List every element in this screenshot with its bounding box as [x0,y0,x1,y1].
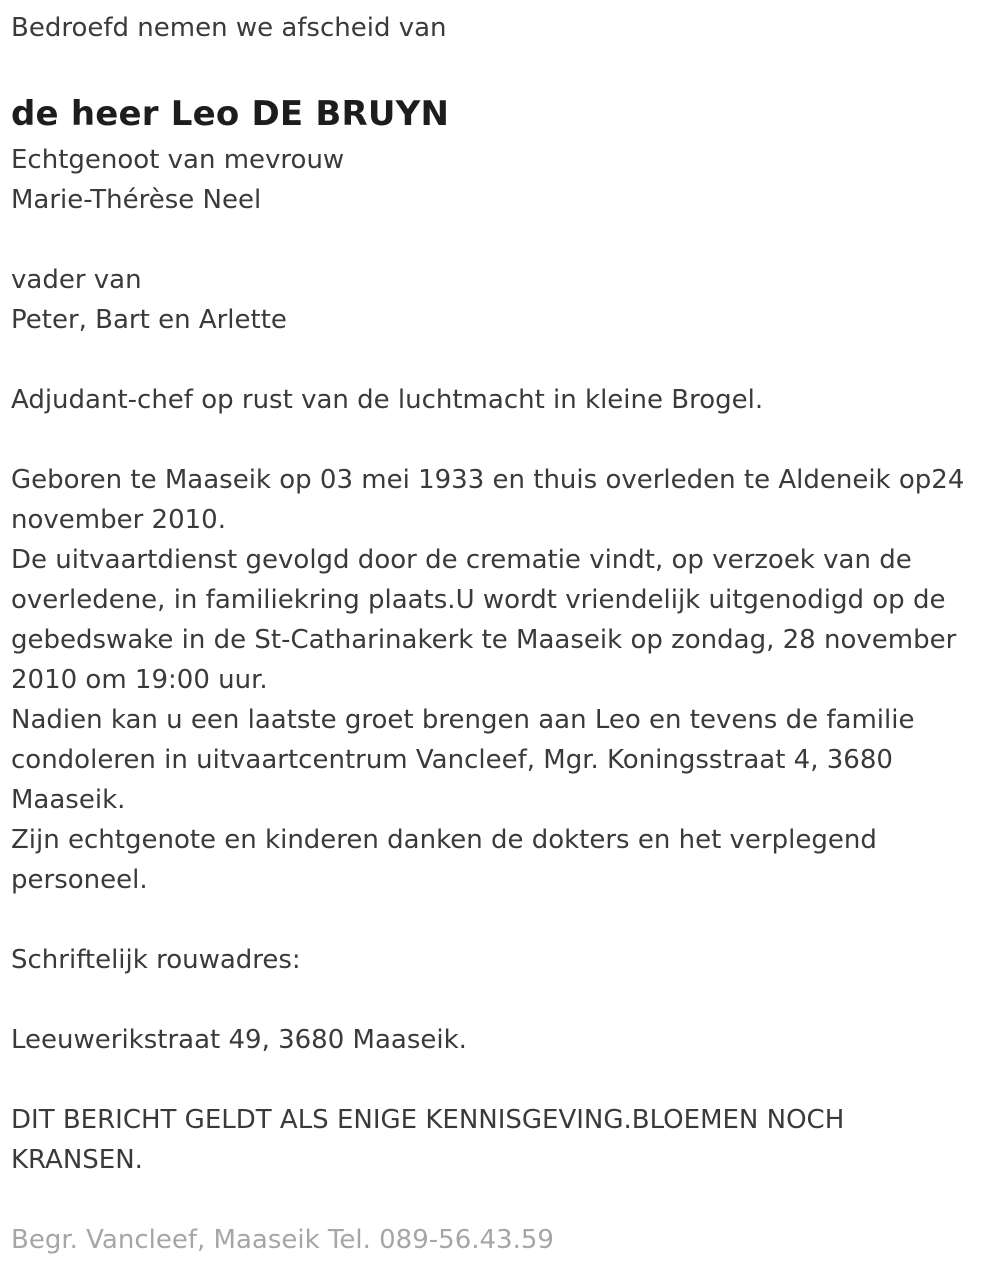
profession-line: Adjudant-chef op rust van de luchtmacht in kleine Brogel. [11,385,764,415]
spouse-intro-line: Echtgenoot van mevrouw [11,145,345,175]
intro-line: Bedroefd nemen we afscheid van [11,13,447,43]
deceased-name: de heer Leo DE BRUYN [11,94,450,134]
thanks-sentence: Zijn echtgenote en kinderen danken de dokters en het verplegend personeel. [11,825,877,895]
birth-death-sentence: Geboren te Maaseik op 03 mei 1933 en thuis overleden te Aldeneik op24 november 2010. [11,465,965,535]
correspondence-address: Leeuwerikstraat 49, 3680 Maaseik. [11,1025,467,1055]
correspondence-label: Schriftelijk rouwadres: [11,945,301,975]
spouse-name-line: Marie-Thérèse Neel [11,185,262,215]
condolence-sentence: Nadien kan u een laatste groet brengen aan Leo en tevens de familie condoleren in uitvaartcentrum Vancleef, Mgr. Koningsstraat 4, 3680 Maaseik. [11,705,915,815]
service-sentence: De uitvaartdienst gevolgd door de crematie vindt, op verzoek van de overledene, in familiekring plaats.U wordt vriendelijk uitgenodigd op de gebedswake in de St-Catharinakerk te Maaseik op zondag, 28 november 2010 om 19:00 uur. [11,545,957,695]
children-names-line: Peter, Bart en Arlette [11,305,287,335]
announcement-body [11,460,965,900]
children-intro-line: vader van [11,265,142,295]
final-statement: DIT BERICHT GELDT ALS ENIGE KENNISGEVING.BLOEMEN NOCH KRANSEN. [11,1105,845,1175]
undertaker-footer: Begr. Vancleef, Maaseik Tel. 089-56.43.59 [11,1225,554,1255]
